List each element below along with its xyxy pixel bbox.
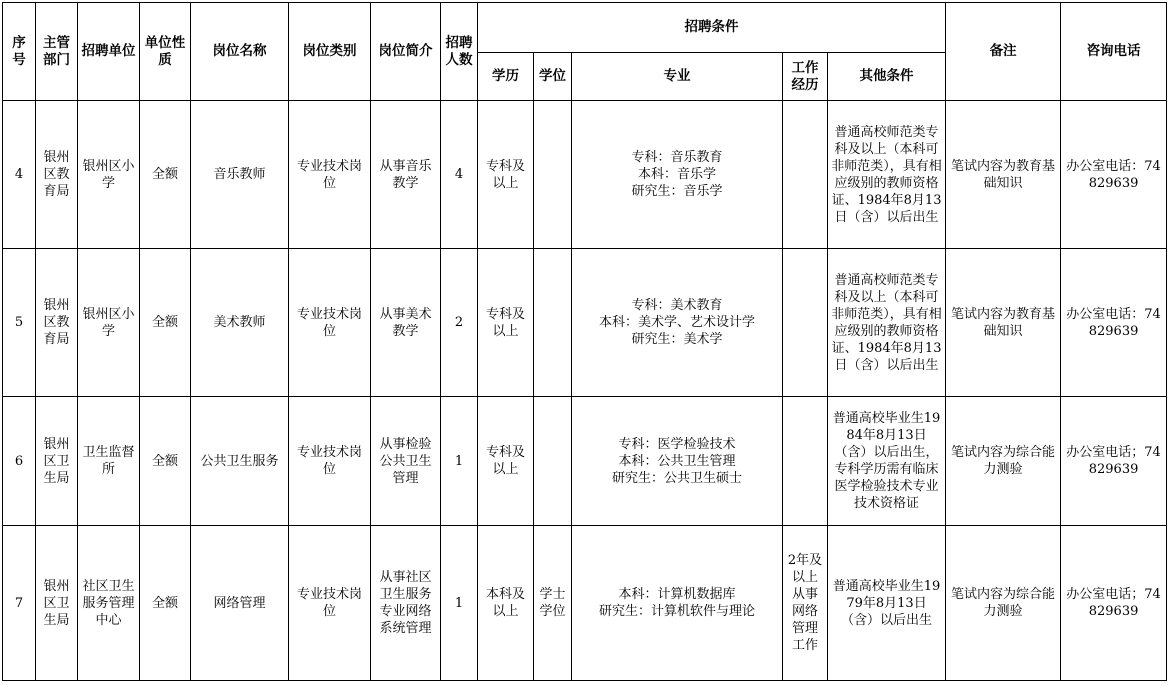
cell-seq: 5: [3, 249, 36, 397]
major-line: 研究生：公共卫生硕士: [611, 470, 742, 486]
major-line: 专科：美术教育: [631, 298, 723, 313]
cell-post-type: 专业技术岗位: [289, 397, 371, 526]
header-education: 学历: [478, 53, 534, 101]
cell-post-name: 美术教师: [191, 249, 289, 397]
cell-phone: 办公室电话：74829639: [1061, 249, 1167, 397]
header-count: 招聘人数: [441, 3, 478, 101]
cell-post-type: 专业技术岗位: [289, 249, 371, 397]
cell-major: [572, 526, 783, 681]
header-phone: 咨询电话: [1061, 3, 1167, 101]
cell-degree: [534, 101, 572, 249]
cell-major: [572, 397, 783, 526]
table-row: [3, 397, 1167, 526]
major-line: 本科：美术学、艺术设计学: [598, 315, 755, 330]
cell-experience: [783, 249, 828, 397]
header-row-1: [3, 3, 1167, 53]
cell-dept: 银州区卫生局: [36, 397, 78, 526]
header-remarks: 备注: [946, 3, 1061, 101]
table-row: [3, 526, 1167, 681]
header-dept: 主管部门: [36, 3, 78, 101]
cell-experience: [783, 397, 828, 526]
header-post-type: 岗位类别: [289, 3, 371, 101]
cell-experience: 2年及以上从事网络管理工作: [783, 526, 828, 681]
cell-post-type: 专业技术岗位: [289, 101, 371, 249]
cell-remarks: 笔试内容为综合能力测验: [946, 526, 1061, 681]
cell-nature: 全额: [140, 397, 191, 526]
cell-post-intro: 从事音乐教学: [371, 101, 441, 249]
cell-post-name: 网络管理: [191, 526, 289, 681]
cell-nature: 全额: [140, 526, 191, 681]
cell-remarks: 笔试内容为教育基础知识: [946, 249, 1061, 397]
cell-count: 4: [441, 101, 478, 249]
cell-unit: 银州区小学: [78, 101, 140, 249]
cell-experience: [783, 101, 828, 249]
header-other: 其他条件: [828, 53, 946, 101]
cell-education: 专科及以上: [478, 101, 534, 249]
cell-other: 普通高校师范类专科及以上（本科可非师范类），具有相应级别的教师资格证、1984年8月13日（含）以后出生: [828, 249, 946, 397]
cell-major: [572, 101, 783, 249]
table-row: [3, 101, 1167, 249]
cell-degree: 学士学位: [534, 526, 572, 681]
cell-unit: 卫生监督所: [78, 397, 140, 526]
major-line: 本科：公共卫生管理: [618, 453, 736, 469]
header-nature: 单位性质: [140, 3, 191, 101]
cell-nature: 全额: [140, 101, 191, 249]
major-line: 专科：音乐教育: [631, 150, 723, 165]
header-post-name: 岗位名称: [191, 3, 289, 101]
table-row: [3, 249, 1167, 397]
header-seq: 序号: [3, 3, 36, 101]
header-experience: 工作经历: [783, 53, 828, 101]
cell-count: 1: [441, 397, 478, 526]
major-line: 研究生：音乐学: [631, 184, 723, 199]
major-line: 本科：计算机数据库: [618, 587, 736, 602]
cell-major: [572, 249, 783, 397]
cell-other: 普通高校师范类专科及以上（本科可非师范类），具有相应级别的教师资格证、1984年8月13日（含）以后出生: [828, 101, 946, 249]
cell-phone: 办公室电话；74829639: [1061, 526, 1167, 681]
cell-degree: [534, 249, 572, 397]
cell-other: 普通高校毕业生1979年8月13日（含）以后出生: [828, 526, 946, 681]
cell-phone: 办公室电话：74829639: [1061, 101, 1167, 249]
major-line: 本科：音乐学: [637, 167, 716, 182]
cell-post-intro: 从事检验公共卫生管理: [371, 397, 441, 526]
header-unit: 招聘单位: [78, 3, 140, 101]
cell-dept: 银州区教育局: [36, 101, 78, 249]
header-conditions: 招聘条件: [478, 3, 946, 53]
cell-seq: 4: [3, 101, 36, 249]
cell-post-type: 专业技术岗位: [289, 526, 371, 681]
header-major: 专业: [572, 53, 783, 101]
cell-post-name: 公共卫生服务: [191, 397, 289, 526]
cell-unit: 银州区小学: [78, 249, 140, 397]
cell-count: 2: [441, 249, 478, 397]
cell-education: 专科及以上: [478, 397, 534, 526]
cell-remarks: 笔试内容为综合能力测验: [946, 397, 1061, 526]
major-line: 专科：医学检验技术: [618, 436, 736, 452]
cell-count: 1: [441, 526, 478, 681]
cell-phone: 办公室电话；74829639: [1061, 397, 1167, 526]
header-degree: 学位: [534, 53, 572, 101]
cell-remarks: 笔试内容为教育基础知识: [946, 101, 1061, 249]
major-line: 研究生：计算机软件与理论: [598, 604, 755, 619]
cell-post-name: 音乐教师: [191, 101, 289, 249]
cell-other: 普通高校毕业生1984年8月13日（含）以后出生，专科学历需有临床医学检验技术专业技术资格证: [828, 397, 946, 526]
cell-dept: 银州区教育局: [36, 249, 78, 397]
cell-post-intro: 从事美术教学: [371, 249, 441, 397]
cell-nature: 全额: [140, 249, 191, 397]
cell-degree: [534, 397, 572, 526]
header-post-intro: 岗位简介: [371, 3, 441, 101]
recruitment-table: [2, 2, 1167, 681]
major-line: 研究生：美术学: [631, 332, 723, 347]
cell-seq: 6: [3, 397, 36, 526]
cell-education: 本科及以上: [478, 526, 534, 681]
cell-seq: 7: [3, 526, 36, 681]
cell-post-intro: 从事社区卫生服务专业网络系统管理: [371, 526, 441, 681]
cell-unit: 社区卫生服务管理中心: [78, 526, 140, 681]
cell-education: 专科及以上: [478, 249, 534, 397]
cell-dept: 银州区卫生局: [36, 526, 78, 681]
